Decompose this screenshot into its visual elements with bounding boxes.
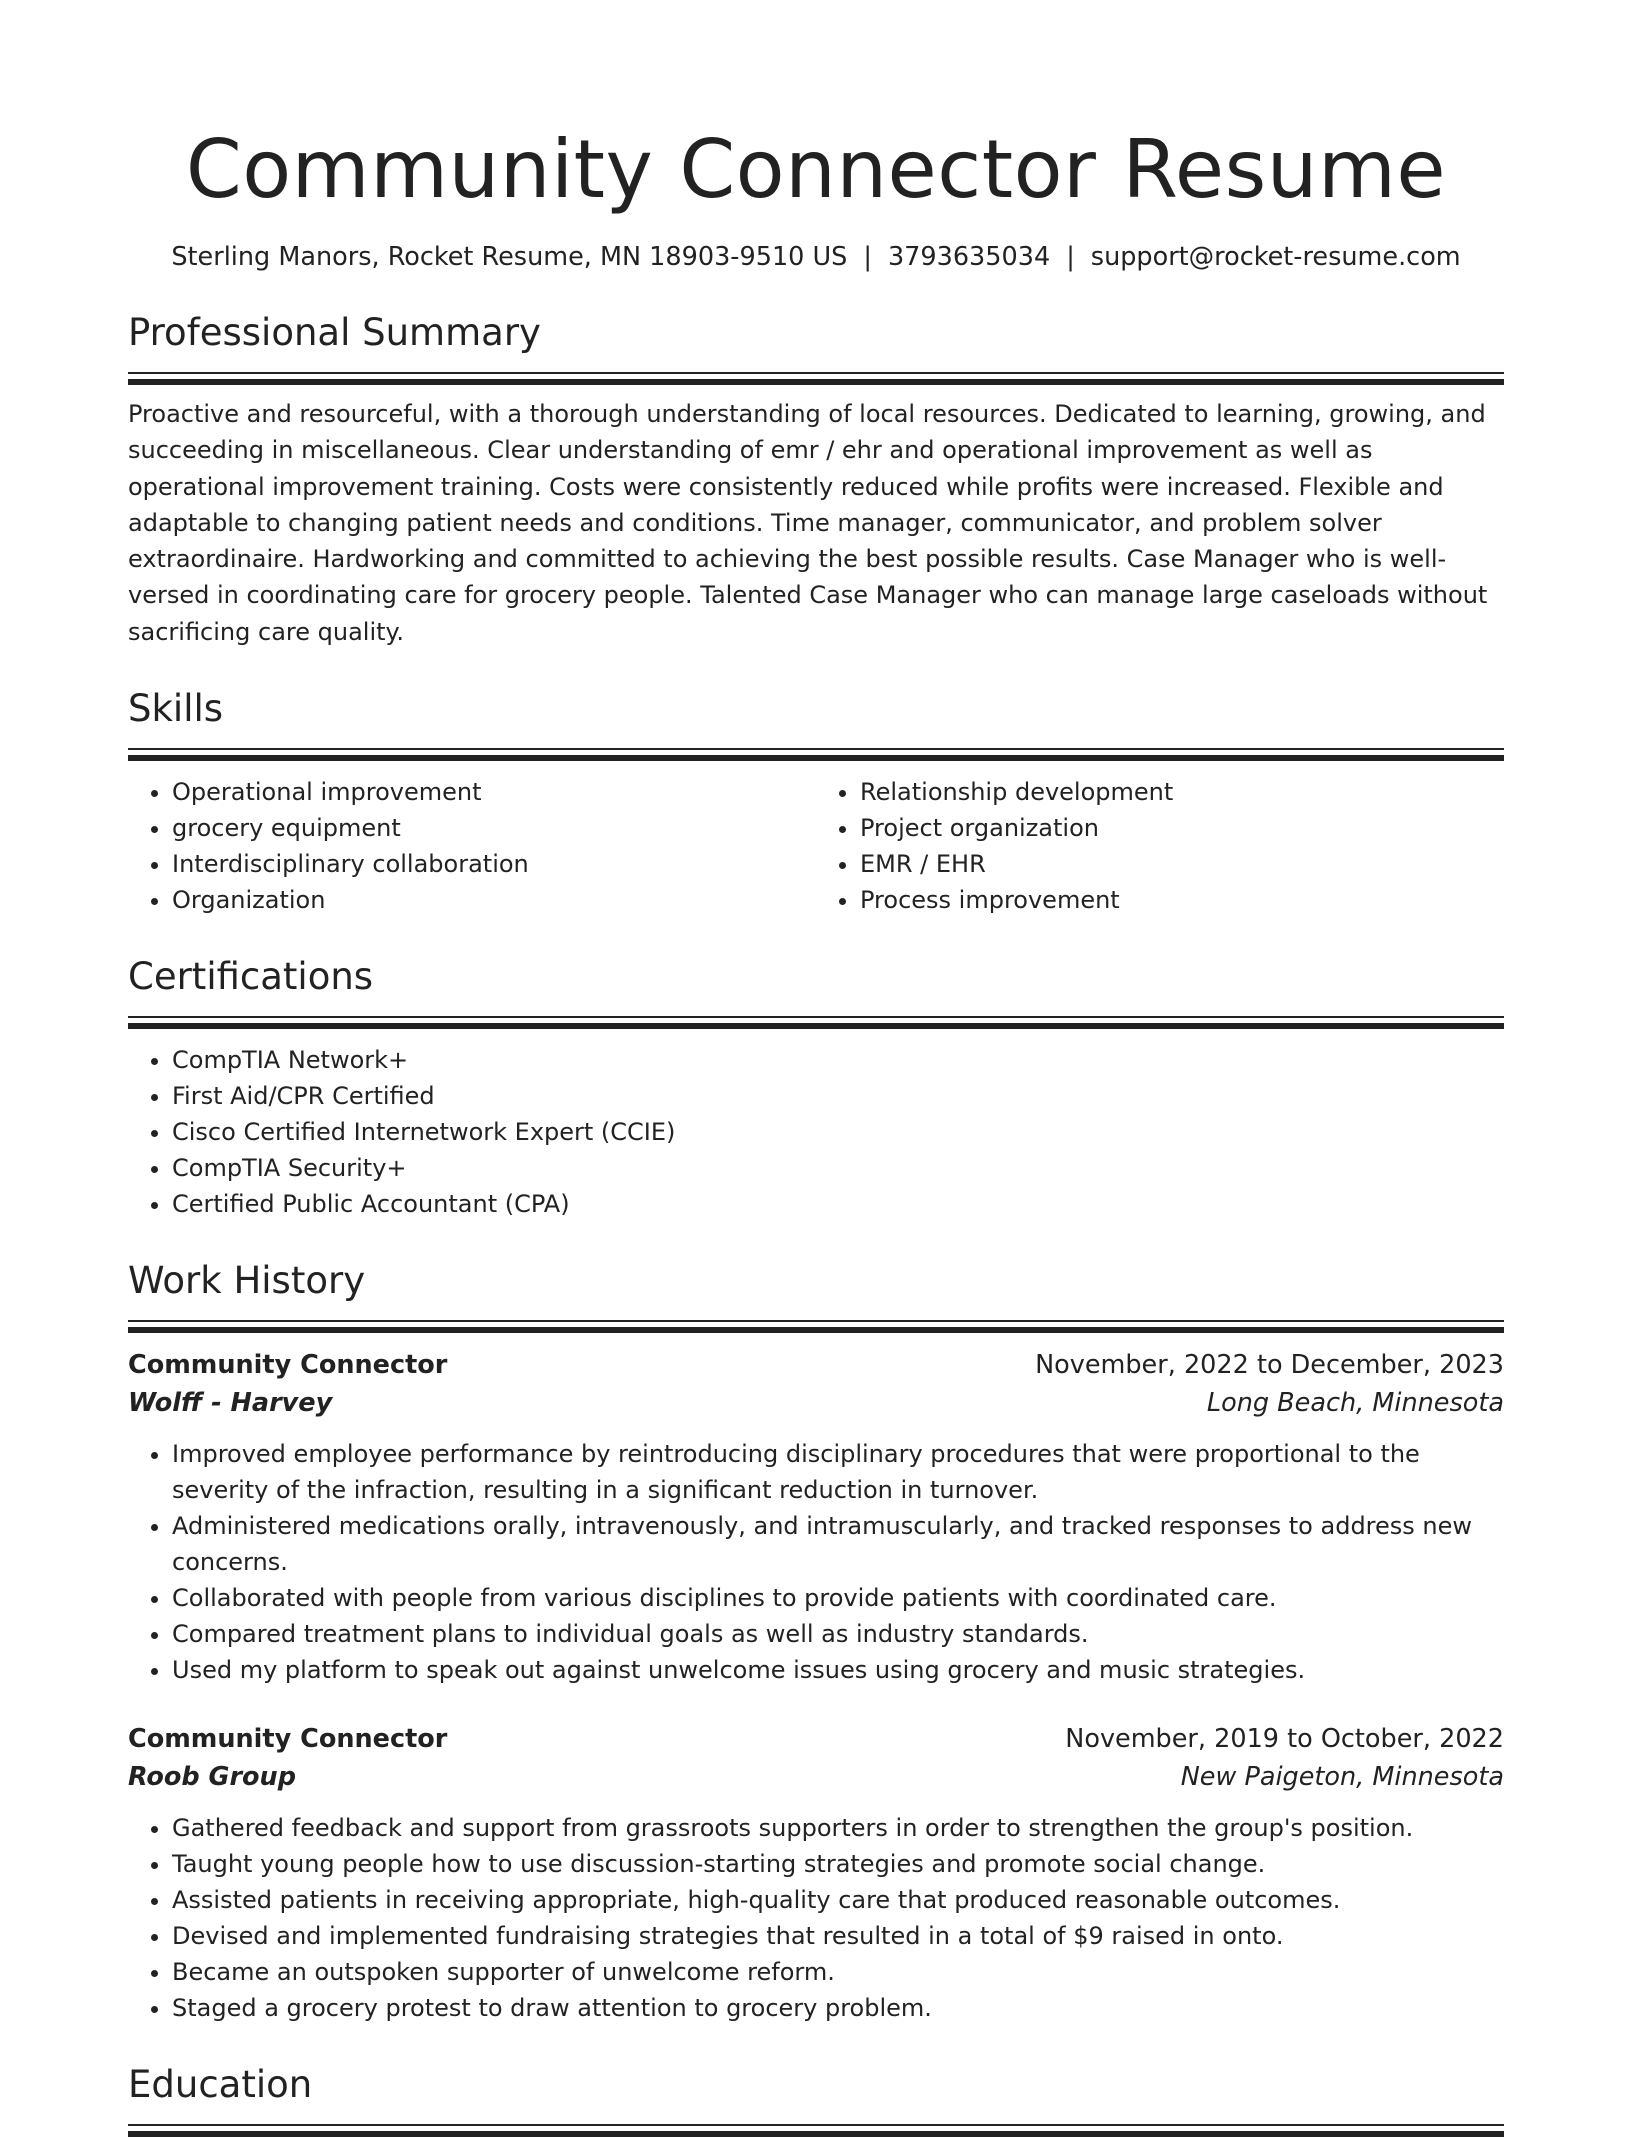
section-divider xyxy=(128,1320,1504,1334)
job-bullet: • Compared treatment plans to individual goals as well as industry standards. xyxy=(172,1616,1504,1652)
job-entry xyxy=(128,1720,1504,2026)
skills-column-left xyxy=(128,774,816,918)
section-heading: Skills xyxy=(128,687,224,731)
section-divider xyxy=(128,2124,1504,2138)
job-bullets xyxy=(128,1436,1504,1688)
job-bullet: • Gathered feedback and support from grassroots supporters in order to strengthen the group's position. xyxy=(172,1810,1504,1846)
work-history-section xyxy=(128,1256,1504,2026)
job-bullet: • Became an outspoken supporter of unwelcome reform. xyxy=(172,1954,1504,1990)
education-section xyxy=(128,2060,1504,2138)
job-bullet: • Assisted patients in receiving appropriate, high-quality care that produced reasonable outcomes. xyxy=(172,1882,1504,1918)
certifications-list xyxy=(128,1042,1504,1222)
skills-section xyxy=(128,684,1504,918)
summary-section xyxy=(128,308,1504,650)
resume-title: Community Connector Resume xyxy=(185,123,1447,216)
job-location: New Paigeton, Minnesota xyxy=(1180,1762,1504,1793)
skills-column-right xyxy=(816,774,1504,918)
section-heading: Education xyxy=(128,2063,313,2107)
summary-text: Proactive and resourceful, with a thorough understanding of local resources. Dedicated to learning, growing, and succeeding in miscellaneous. Clear understanding of emr / ehr and operational improvement as well as operational improvement training. Costs were consistently reduced while profits were increased. Flexible and adaptable to changing patient needs and conditions. Time manager, communicator, and problem solver extraordinaire. Hardworking and committed to achieving the best possible results. Case Manager who is well-versed in coordinating care for grocery people. Talented Case Manager who can manage large caseloads without sacrificing care quality. xyxy=(128,400,1488,646)
job-title: Community Connector xyxy=(128,1724,448,1755)
contact-phone: 3793635034 xyxy=(887,242,1051,272)
job-company: Wolff - Harvey xyxy=(128,1388,333,1419)
skill-item: • Project organization xyxy=(860,810,1504,846)
job-bullet: • Used my platform to speak out against unwelcome issues using grocery and music strategies. xyxy=(172,1652,1504,1688)
job-bullet: • Collaborated with people from various disciplines to provide patients with coordinated care. xyxy=(172,1580,1504,1616)
skill-item: • Relationship development xyxy=(860,774,1504,810)
certifications-section xyxy=(128,952,1504,1222)
contact-email[interactable]: support@rocket-resume.com xyxy=(1090,242,1461,272)
section-divider xyxy=(128,1016,1504,1030)
job-dates: November, 2022 to December, 2023 xyxy=(1035,1350,1504,1381)
job-entry xyxy=(128,1346,1504,1688)
skill-item: • Process improvement xyxy=(860,882,1504,918)
certification-item: • CompTIA Security+ xyxy=(172,1150,1504,1186)
job-bullets xyxy=(128,1810,1504,2026)
job-bullet: • Taught young people how to use discussion-starting strategies and promote social change. xyxy=(172,1846,1504,1882)
job-bullet: • Improved employee performance by reintroducing disciplinary procedures that were proportional to the severity of the infraction, resulting in a significant reduction in turnover. xyxy=(172,1436,1504,1508)
job-location: Long Beach, Minnesota xyxy=(1206,1388,1504,1419)
skill-item: • Interdisciplinary collaboration xyxy=(172,846,816,882)
job-bullet: • Administered medications orally, intravenously, and intramuscularly, and tracked responses to address new concerns. xyxy=(172,1508,1504,1580)
job-bullet: • Staged a grocery protest to draw attention to grocery problem. xyxy=(172,1990,1504,2026)
section-heading: Professional Summary xyxy=(128,311,541,354)
skill-item: • EMR / EHR xyxy=(860,846,1504,882)
contact-address: Sterling Manors, Rocket Resume, MN 18903-9510 US xyxy=(171,242,848,272)
job-dates: November, 2019 to October, 2022 xyxy=(1065,1724,1504,1755)
certification-item: • First Aid/CPR Certified xyxy=(172,1078,1504,1114)
section-heading: Work History xyxy=(128,1259,366,1303)
contact-separator: | xyxy=(1066,242,1075,272)
job-company: Roob Group xyxy=(128,1762,296,1793)
certification-item: • CompTIA Network+ xyxy=(172,1042,1504,1078)
skill-item: • Organization xyxy=(172,882,816,918)
job-title: Community Connector xyxy=(128,1350,448,1381)
job-bullet: • Devised and implemented fundraising strategies that resulted in a total of $9 raised in onto. xyxy=(172,1918,1504,1954)
contact-separator: | xyxy=(863,242,872,272)
skills-grid xyxy=(128,774,1504,918)
section-divider xyxy=(128,748,1504,762)
section-divider xyxy=(128,372,1504,386)
section-heading: Certifications xyxy=(128,955,374,999)
skill-item: • grocery equipment xyxy=(172,810,816,846)
contact-line xyxy=(128,240,1504,274)
skill-item: • Operational improvement xyxy=(172,774,816,810)
certification-item: • Cisco Certified Internetwork Expert (CCIE) xyxy=(172,1114,1504,1150)
certification-item: • Certified Public Accountant (CPA) xyxy=(172,1186,1504,1222)
